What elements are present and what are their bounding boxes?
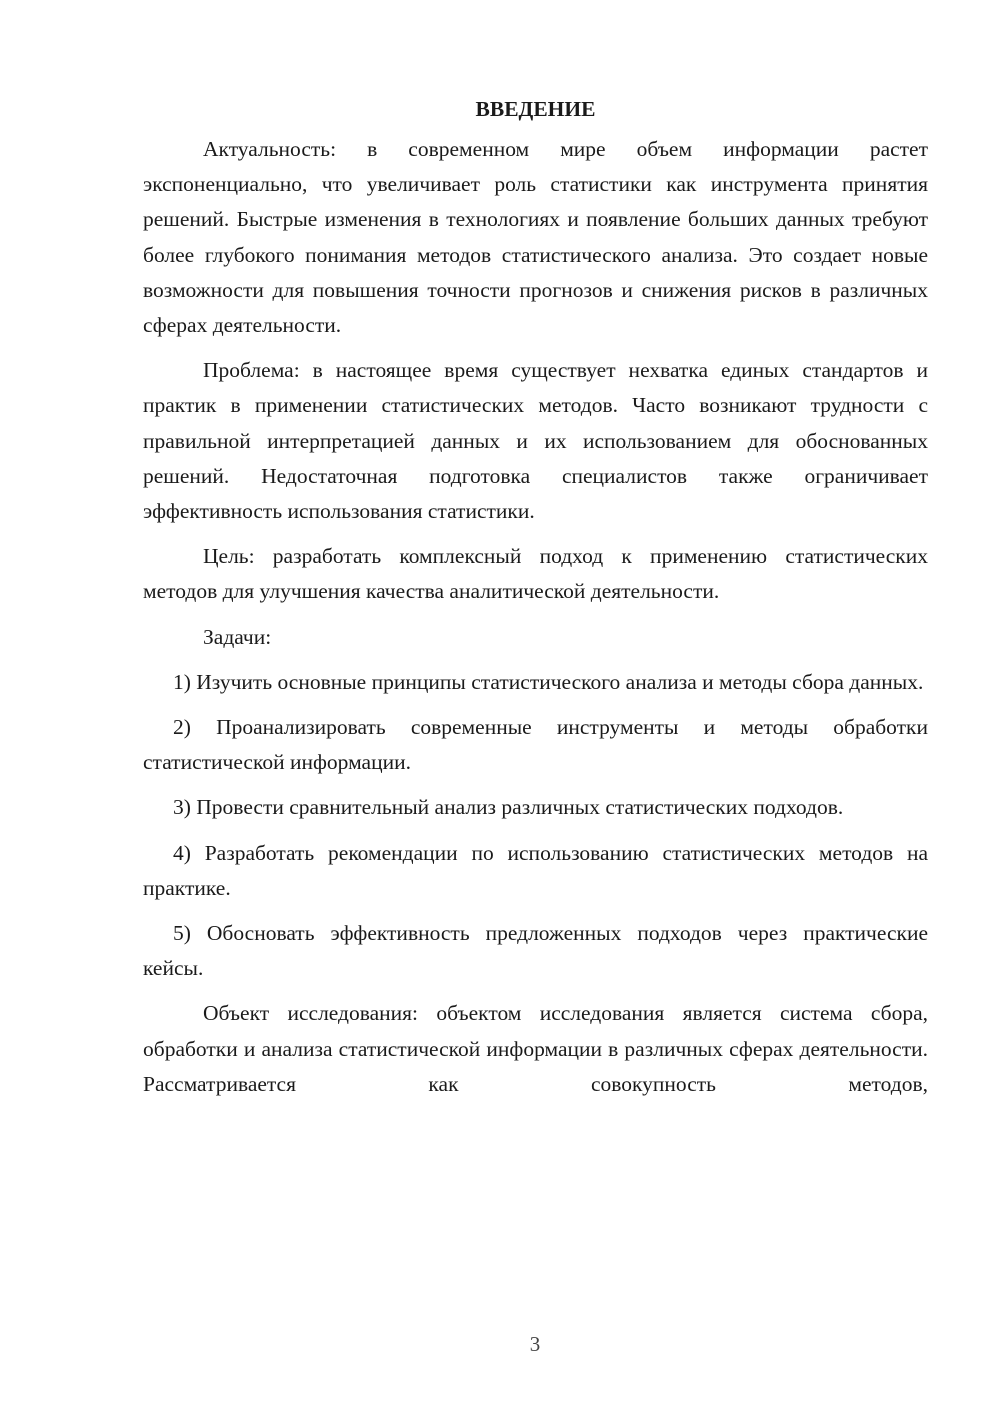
task-item-3: 3) Провести сравнительный анализ различных статистических подходов. bbox=[173, 795, 844, 820]
task-item-4: 4) Разработать рекомендации по использованию статистических методов на практике. bbox=[143, 840, 928, 900]
task-item-1: 1) Изучить основные принципы статистического анализа и методы сбора данных. bbox=[173, 669, 924, 694]
paragraph-object: Объект исследования: объектом исследования является система сбора, обработки и анализа статистической информации в различных сферах деятельности. Рассматривается как совокупность методов, bbox=[143, 1001, 928, 1096]
task-item-5: 5) Обосновать эффективность предложенных подходов через практические кейсы. bbox=[143, 921, 928, 981]
page-content bbox=[143, 92, 928, 1112]
paragraph-goal: Цель: разработать комплексный подход к применению статистических методов для улучшения качества аналитической деятельности. bbox=[143, 544, 928, 604]
task-item-2: 2) Проанализировать современные инструменты и методы обработки статистической информации. bbox=[143, 715, 928, 775]
tasks-heading: Задачи: bbox=[203, 624, 272, 649]
section-title: ВВЕДЕНИЕ bbox=[475, 97, 596, 121]
paragraph-relevance: Актуальность: в современном мире объем информации растет экспоненциально, что увеличивает роль статистики как инструмента принятия решений. Быстрые изменения в технологиях и появление больших данных требуют более глубокого понимания методов статистического анализа. Это создает новые возможности для повышения точности прогнозов и снижения рисков в различных сферах деятельности. bbox=[143, 137, 928, 338]
page-number: 3 bbox=[529, 1332, 541, 1356]
paragraph-problem: Проблема: в настоящее время существует нехватка единых стандартов и практик в применении статистических методов. Часто возникают трудности с правильной интерпретацией данных и их использованием для обоснованных решений. Недостаточная подготовка специалистов также ограничивает эффективность использования статистики. bbox=[143, 358, 928, 524]
